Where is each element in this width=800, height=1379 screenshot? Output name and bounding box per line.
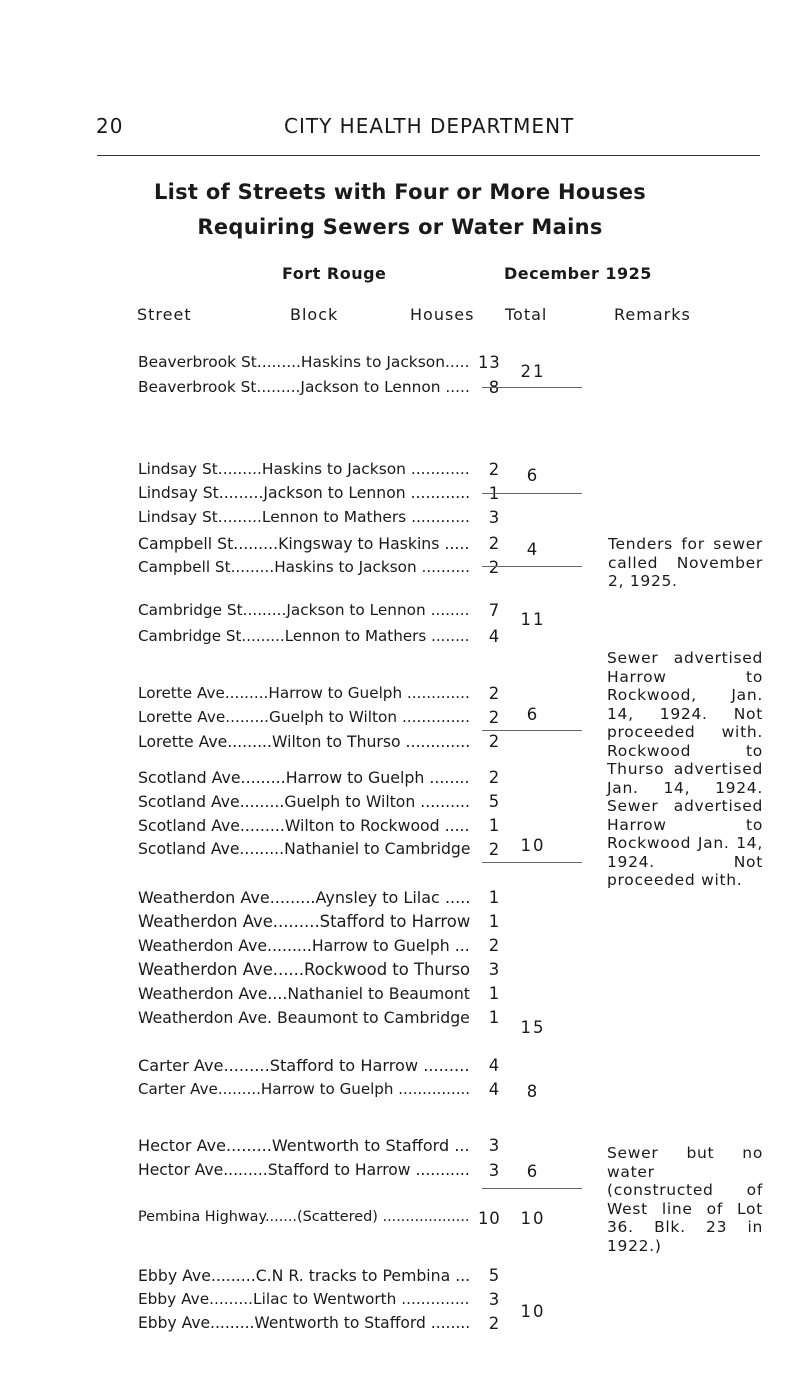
houses-count: 5 [488,1266,500,1285]
houses-count: 2 [488,732,500,751]
street-block-entry: Ebby Ave.........C.N R. tracks to Pembina ... [138,1266,471,1285]
table-row [0,960,800,982]
street-block-entry: Weatherdon Ave.........Stafford to Harrow [138,912,471,931]
group-separator [482,730,582,731]
houses-count: 2 [488,1314,500,1333]
group-separator [482,493,582,494]
column-header-houses: Houses [410,305,475,324]
houses-count: 3 [488,1290,500,1309]
group-total: 4 [526,540,540,559]
street-block-entry: Scotland Ave.........Harrow to Guelph ........ [138,768,470,787]
group-total: 6 [526,1162,540,1181]
street-block-entry: Weatherdon Ave....Nathaniel to Beaumont [138,984,470,1003]
group-total: 6 [526,466,540,485]
table-row [0,936,800,958]
page-header [0,114,800,144]
street-block-entry: Beaverbrook St.........Haskins to Jackson..... [138,353,470,371]
table-row [0,508,800,530]
running-title: CITY HEALTH DEPARTMENT [284,114,575,138]
date-label: December 1925 [504,264,652,283]
houses-count: 2 [488,840,500,859]
houses-count: 13 [478,353,501,372]
column-header-total: Total [505,305,548,324]
group-separator [482,566,582,567]
street-block-entry: Scotland Ave.........Wilton to Rockwood ..... [138,816,470,835]
street-block-entry: Cambridge St.........Jackson to Lennon ........ [138,601,470,619]
houses-count: 2 [488,460,500,479]
column-header-remarks: Remarks [614,305,691,324]
houses-count: 3 [488,960,500,979]
group-total: 10 [520,836,546,855]
table-row [0,1290,800,1312]
header-rule [97,155,760,156]
street-block-entry: Cambridge St.........Lennon to Mathers ........ [138,627,470,645]
street-block-entry: Carter Ave.........Stafford to Harrow ......... [138,1056,470,1075]
street-block-entry: Lorette Ave.........Harrow to Guelph ............. [138,684,470,702]
table-row [0,1314,800,1336]
houses-count: 3 [488,1136,500,1155]
remark-hector-pembina: Sewer but no water (constructed of West line of Lot 36. Blk. 23 in 1922.) [607,1144,763,1255]
houses-count: 2 [488,768,500,787]
group-total: 10 [520,1302,546,1321]
table-row [0,1080,800,1102]
table-row [0,1056,800,1078]
houses-count: 1 [488,984,500,1003]
houses-count: 4 [488,1080,500,1099]
page-number: 20 [96,114,124,138]
table-row [0,984,800,1006]
group-separator [482,862,582,863]
street-block-entry: Pembina Highway.......(Scattered) ................... [138,1209,470,1225]
group-separator [482,387,582,388]
houses-count: 3 [488,508,500,527]
street-block-entry: Lorette Ave.........Wilton to Thurso ............. [138,732,471,751]
houses-count: 1 [488,1008,500,1027]
group-total: 6 [526,705,540,724]
houses-count: 1 [488,816,500,835]
group-separator [482,1188,582,1189]
houses-count: 2 [488,936,500,955]
street-block-entry: Lindsay St.........Lennon to Mathers ............ [138,508,470,526]
street-block-entry: Lorette Ave.........Guelph to Wilton .............. [138,708,471,726]
houses-count: 5 [488,792,500,811]
houses-count: 4 [488,1056,500,1075]
houses-count: 1 [488,888,500,907]
street-block-entry: Weatherdon Ave. Beaumont to Cambridge [138,1008,470,1027]
group-total: 8 [526,1082,540,1101]
group-total: 11 [520,610,546,629]
street-block-entry: Carter Ave.........Harrow to Guelph ............... [138,1080,471,1098]
table-row [0,460,800,482]
houses-count: 2 [488,534,500,553]
street-block-entry: Weatherdon Ave.........Aynsley to Lilac ..... [138,888,471,907]
street-block-entry: Campbell St.........Kingsway to Haskins ..... [138,534,470,553]
houses-count: 1 [488,912,500,931]
column-header-street: Street [137,305,192,324]
table-row [0,1266,800,1288]
table-row [0,627,800,649]
table-row [0,888,800,910]
houses-count: 7 [488,601,500,620]
street-block-entry: Campbell St.........Haskins to Jackson .......... [138,558,470,576]
table-row [0,353,800,375]
table-row [0,601,800,623]
table-row [0,1008,800,1030]
houses-count: 10 [478,1209,501,1228]
remark-lorette-scotland: Sewer advertised Harrow to Rockwood, Jan. 14, 1924. Not proceeded with. Rockwood to Thurso advertised Jan. 14, 1924. Sewer advertised Harrow to Rockwood Jan. 14, 1924. Not proceeded with. [607,649,763,889]
houses-count: 2 [488,708,500,727]
street-block-entry: Lindsay St.........Jackson to Lennon ............ [138,484,471,502]
houses-count: 1 [488,484,500,503]
street-block-entry: Hector Ave.........Wentworth to Stafford ... [138,1136,470,1155]
street-block-entry: Lindsay St.........Haskins to Jackson ............ [138,460,470,478]
remark-campbell: Tenders for sewer called November 2, 1925. [608,535,763,590]
street-block-entry: Scotland Ave.........Guelph to Wilton .......... [138,792,470,811]
district-label: Fort Rouge [282,264,387,283]
street-block-entry: Hector Ave.........Stafford to Harrow ........... [138,1161,470,1179]
street-block-entry: Beaverbrook St.........Jackson to Lennon ..... [138,378,470,396]
table-row [0,378,800,400]
street-block-entry: Weatherdon Ave.........Harrow to Guelph ... [138,936,470,955]
document-title-line-2: Requiring Sewers or Water Mains [197,215,603,239]
houses-count: 3 [488,1161,500,1180]
street-block-entry: Weatherdon Ave......Rockwood to Thurso [138,960,471,979]
group-total: 21 [520,362,546,381]
document-title-line-1: List of Streets with Four or More Houses [153,180,647,204]
column-header-block: Block [290,305,339,324]
houses-count: 4 [488,627,500,646]
group-total: 15 [520,1018,546,1037]
street-block-entry: Ebby Ave.........Lilac to Wentworth .............. [138,1290,470,1308]
table-row [0,484,800,506]
table-row [0,912,800,934]
street-block-entry: Scotland Ave.........Nathaniel to Cambridge [138,840,471,858]
houses-count: 2 [488,558,500,577]
group-total: 10 [520,1209,546,1228]
houses-count: 2 [488,684,500,703]
street-block-entry: Ebby Ave.........Wentworth to Stafford ........ [138,1314,471,1332]
houses-count: 8 [488,378,500,397]
